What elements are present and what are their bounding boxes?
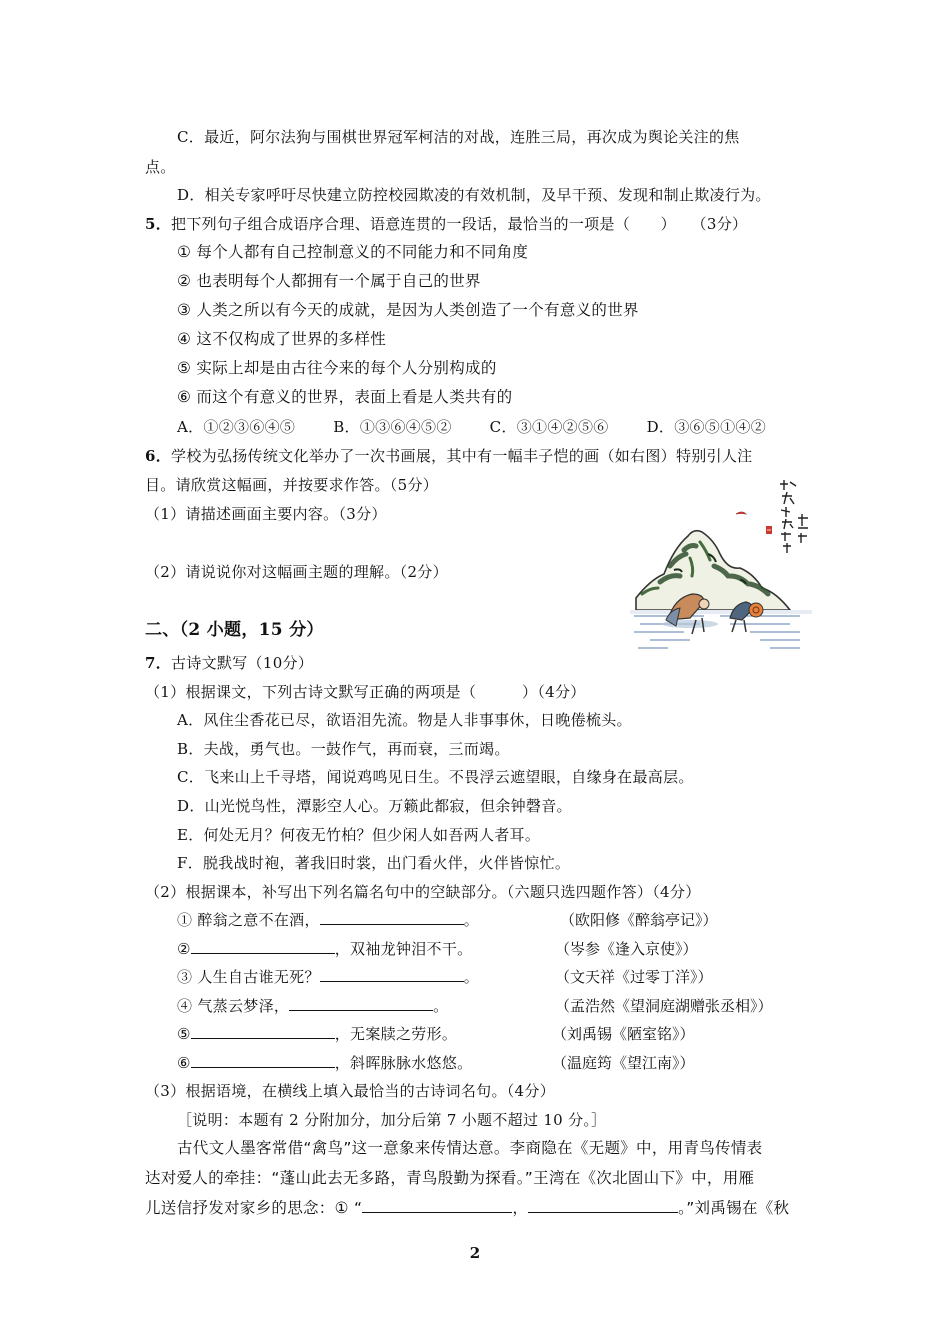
answer-blank[interactable] <box>289 996 433 1011</box>
para-text: 。”刘禹锡在《秋 <box>678 1199 790 1217</box>
painting-inscription <box>780 480 808 553</box>
q5-sentence-6: ⑥ 而这个有意义的世界，表面上看是人类共有的 <box>177 388 513 406</box>
q5-sentence-1: ① 每个人都有自己控制意义的不同能力和不同角度 <box>177 243 529 261</box>
q7-title <box>145 653 313 673</box>
q7-number: 7． <box>145 654 172 672</box>
q7-part2-stem: （2）根据课本，补写出下列名篇名句中的空缺部分。（六题只选四题作答）（4分） <box>145 883 701 901</box>
q7-part1-option-e[interactable]: E．何处无月？何夜无竹柏？但少闲人如吾两人者耳。 <box>177 826 541 844</box>
answer-blank[interactable] <box>320 967 464 982</box>
q7-part1-option-b[interactable]: B．夫战，勇气也。一鼓作气，再而衰，三而竭。 <box>177 740 510 758</box>
q7-part1-option-f[interactable]: F．脱我战时袍，著我旧时裳，出门看火伴，火伴皆惊忙。 <box>177 854 571 872</box>
answer-blank[interactable] <box>191 939 335 954</box>
q6-sub1: （1）请描述画面主要内容。（3分） <box>145 505 387 523</box>
q5-option-a[interactable]: A．①②③⑥④⑤ <box>177 418 296 436</box>
q5-number: 5． <box>145 215 172 233</box>
q7-part3-para-line1: 古代文人墨客常借“禽鸟”这一意象来传情达意。李商隐在《无题》中，用青鸟传情表 <box>177 1139 763 1157</box>
q7-part1-stem: （1）根据课文，下列古诗文默写正确的两项是（ ）（4分） <box>145 683 586 701</box>
item-text-before: ② <box>177 940 191 958</box>
q5-sentence-5: ⑤ 实际上却是由古往今来的每个人分别构成的 <box>177 359 497 377</box>
q4-option-d: D．相关专家呼吁尽快建立防控校园欺凌的有效机制，及早干预、发现和制止欺凌行为。 <box>177 186 771 204</box>
q5-sentence-4: ④ 这不仅构成了世界的多样性 <box>177 330 387 348</box>
q5-option-c[interactable]: C．③①④②⑤⑥ <box>489 418 609 436</box>
q7-part2-source-5: （刘禹锡《陋室铭》） <box>552 1025 695 1043</box>
item-text-after: 。 <box>433 997 449 1015</box>
q7-part2-source-3: （文天祥《过零丁洋》） <box>555 968 713 986</box>
item-text-after: ，斜晖脉脉水悠悠。 <box>334 1054 473 1072</box>
item-text-after: 。 <box>463 911 480 929</box>
answer-blank-1[interactable] <box>362 1198 512 1213</box>
q4-option-c-line2: 点。 <box>145 158 176 176</box>
item-text-before: ⑥ <box>177 1054 191 1072</box>
q7-part1-option-c[interactable]: C．飞来山上千寻塔，闻说鸡鸣见日生。不畏浮云遮望眼，自缘身在最高层。 <box>177 768 694 786</box>
q7-part3-para-line3 <box>145 1198 789 1218</box>
section2-title: 二、（2 小题，15 分） <box>145 620 324 640</box>
q5-option-d[interactable]: D．③⑥⑤①④② <box>646 418 766 436</box>
q7-part2-source-1: （欧阳修《醉翁亭记》） <box>560 911 718 929</box>
q5-options <box>177 417 766 437</box>
q5-stem-text: 把下列句子组合成语序合理、语意连贯的一段话，最恰当的一项是（ ） （3分） <box>171 215 748 233</box>
answer-blank-2[interactable] <box>528 1198 678 1213</box>
q7-part2-item-3 <box>177 967 479 987</box>
item-text-before: ① 醉翁之意不在酒， <box>177 911 320 929</box>
item-text-after: ，无案牍之劳形。 <box>334 1025 458 1043</box>
item-text-after: ，双袖龙钟泪不干。 <box>334 940 473 958</box>
q6-stem-line2: 目。请欣赏这幅画，并按要求作答。（5分） <box>145 476 439 494</box>
item-text-before: ④ 气蒸云梦泽， <box>177 997 290 1015</box>
answer-blank[interactable] <box>191 1053 335 1068</box>
para-text: 儿送信抒发对家乡的思念：① “ <box>145 1199 363 1217</box>
q7-part2-item-5 <box>177 1024 457 1044</box>
q7-part3-para-line2: 达对爱人的牵挂：“蓬山此去无多路，青鸟殷勤为探看。”王湾在《次北固山下》中，用雁 <box>145 1169 755 1187</box>
q5-option-b[interactable]: B．①③⑥④⑤② <box>333 418 452 436</box>
q5-sentence-2: ② 也表明每个人都拥有一个属于自己的世界 <box>177 272 481 290</box>
q5-sentence-3: ③ 人类之所以有今天的成就，是因为人类创造了一个有意义的世界 <box>177 301 639 319</box>
painting-water <box>634 616 800 648</box>
q7-part2-source-4: （孟浩然《望洞庭湖赠张丞相》） <box>555 997 773 1015</box>
item-text-before: ③ 人生自古谁无死？ <box>177 968 320 986</box>
q7-part1-option-a[interactable]: A．风住尘香花已尽，欲语泪先流。物是人非事事休，日晚倦梳头。 <box>177 711 632 729</box>
q7-part2-item-4 <box>177 996 448 1016</box>
page-number: 2 <box>469 1244 481 1262</box>
q7-part1-option-d[interactable]: D．山光悦鸟性，潭影空人心。万籁此都寂，但余钟磬音。 <box>177 797 572 815</box>
q7-part3-note: ［说明：本题有 2 分附加分，加分后第 7 小题不超过 10 分。］ <box>177 1111 607 1129</box>
q6-number: 6． <box>145 447 172 465</box>
q7-part2-source-6: （温庭筠《望江南》） <box>552 1054 695 1072</box>
q7-title-text: 古诗文默写（10分） <box>171 654 314 672</box>
q6-stem-line1 <box>145 446 752 466</box>
item-text-after: 。 <box>463 968 480 986</box>
answer-blank[interactable] <box>320 910 464 925</box>
q5-stem <box>145 214 747 234</box>
item-text-before: ⑤ <box>177 1025 191 1043</box>
q7-part2-item-1 <box>177 910 479 930</box>
q6-stem-text: 学校为弘扬传统文化举办了一次书画展，其中有一幅丰子恺的画（如右图）特别引人注 <box>171 447 753 465</box>
q7-part2-source-2: （岑参《逢入京使》） <box>555 940 698 958</box>
para-text: ， <box>512 1199 529 1217</box>
q7-part3-stem: （3）根据语境，在横线上填入最恰当的古诗词名句。（4分） <box>145 1082 555 1100</box>
q6-sub2: （2）请说说你对这幅画主题的理解。（2分） <box>145 563 448 581</box>
feng-zikai-painting <box>630 470 812 666</box>
q7-part2-item-6 <box>177 1053 472 1073</box>
crescent-moon-icon <box>736 512 746 514</box>
painting-mountains <box>636 531 790 610</box>
q7-part2-item-2 <box>177 939 472 959</box>
q4-option-c-line1: C．最近，阿尔法狗与围棋世界冠军柯洁的对战，连胜三局，再次成为舆论关注的焦 <box>177 128 740 146</box>
answer-blank[interactable] <box>191 1024 335 1039</box>
